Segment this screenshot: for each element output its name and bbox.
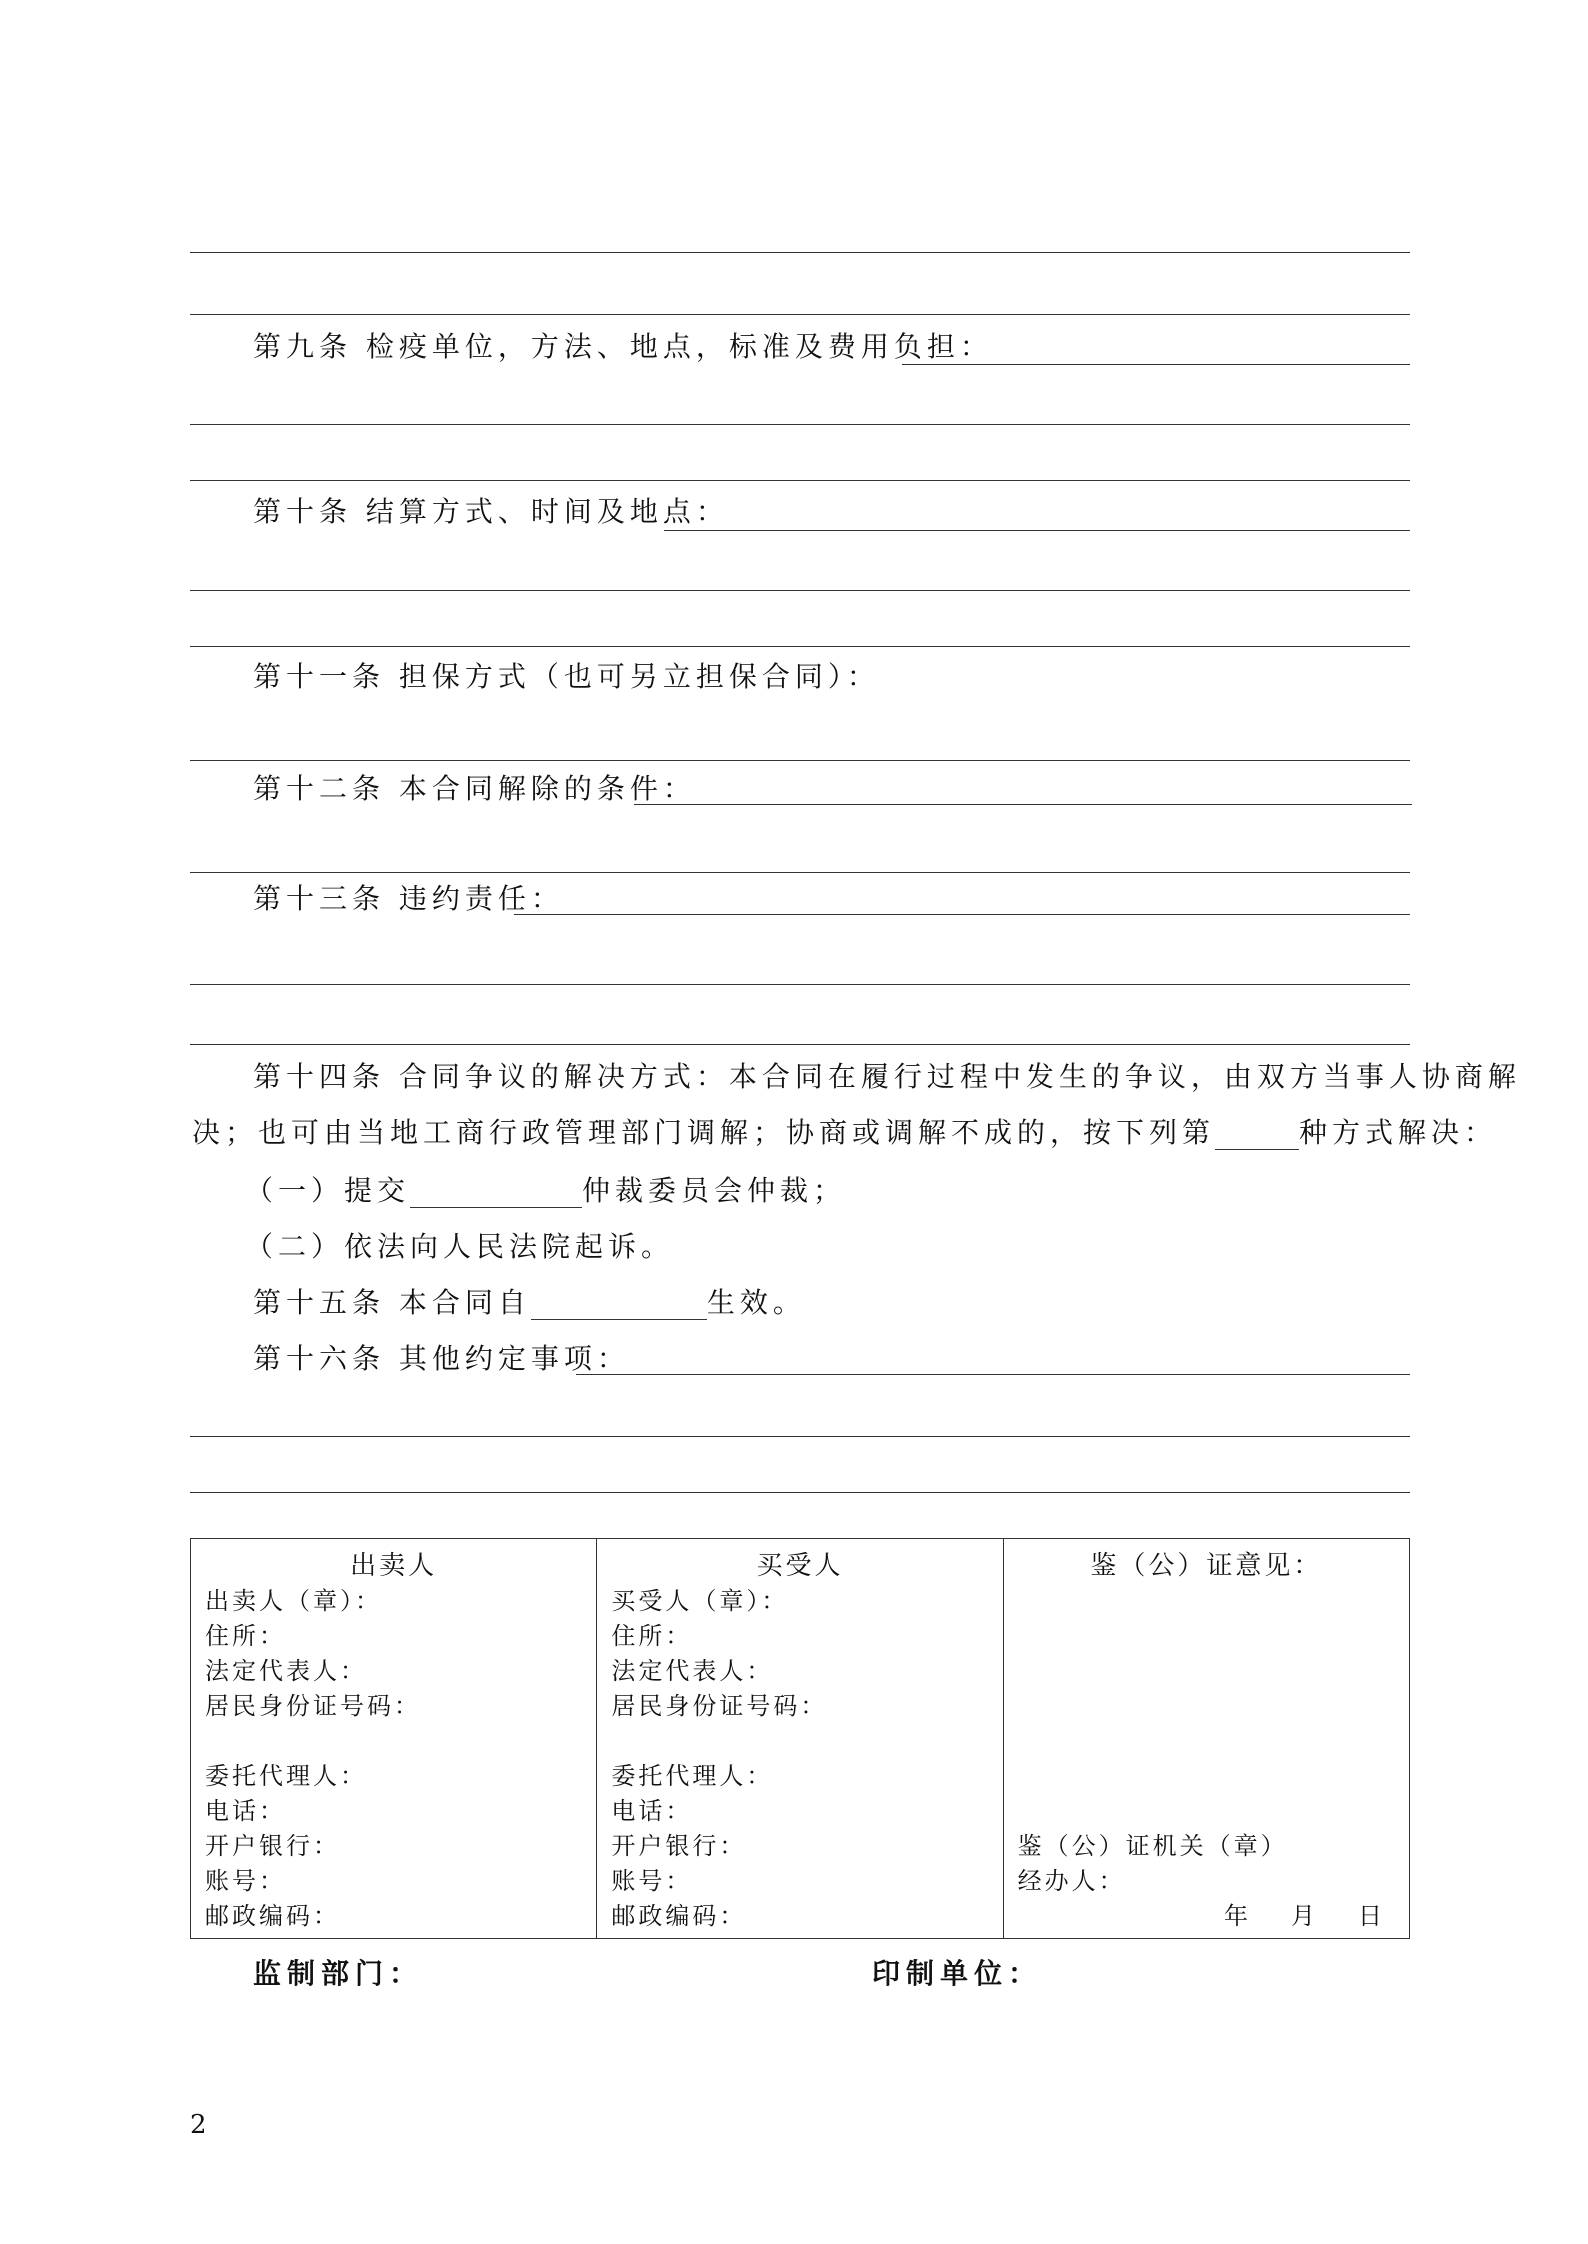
- date-year: 年: [1224, 1902, 1251, 1930]
- notary-handler[interactable]: 经办人：: [1017, 1867, 1126, 1895]
- seller-postcode[interactable]: 邮政编码：: [205, 1902, 340, 1930]
- effective-date-blank[interactable]: [531, 1289, 707, 1320]
- article-14-text-2: 决；也可由当地工商行政管理部门调解；协商或调解不成的，按下列第: [192, 1116, 1216, 1149]
- notary-seal[interactable]: 鉴（公）证机关（章）: [1017, 1832, 1288, 1860]
- buyer-id-number[interactable]: 居民身份证号码：: [611, 1692, 828, 1720]
- article-9: [253, 330, 993, 364]
- date-day: 日: [1358, 1902, 1385, 1930]
- buyer-column: [597, 1539, 1003, 1939]
- footer-printer: 印制单位：: [872, 1957, 1043, 1990]
- option2-text: （二）依法向人民法院起诉。: [245, 1230, 675, 1263]
- buyer-bank[interactable]: 开户银行：: [611, 1832, 747, 1860]
- seller-bank[interactable]: 开户银行：: [205, 1832, 340, 1860]
- option1-text-post: 仲裁委员会仲裁；: [582, 1174, 847, 1207]
- article-14-option1: [245, 1174, 846, 1208]
- article-14-choice-blank[interactable]: [1215, 1119, 1299, 1150]
- article-13: [253, 882, 564, 916]
- date-month: 月: [1291, 1902, 1318, 1930]
- seller-column: [191, 1539, 597, 1939]
- seller-legal-rep[interactable]: 法定代表人：: [205, 1657, 367, 1685]
- notary-column: [1003, 1539, 1409, 1939]
- article-11-text: 第十一条 担保方式（也可另立担保合同）：: [253, 660, 880, 693]
- blank-line: [190, 252, 1410, 253]
- blank-line: [190, 1044, 1410, 1045]
- blank-line: [190, 984, 1410, 985]
- signature-table: [190, 1538, 1410, 1939]
- buyer-legal-rep[interactable]: 法定代表人：: [611, 1657, 774, 1685]
- blank-line: [190, 760, 1410, 761]
- article-16-text: 第十六条 其他约定事项：: [253, 1342, 630, 1375]
- article-14-text-1: 第十四条 合同争议的解决方式：本合同在履行过程中发生的争议，由双方当事人协商解: [253, 1060, 1521, 1093]
- buyer-agent[interactable]: 委托代理人：: [611, 1762, 774, 1790]
- buyer-header: 买受人: [756, 1551, 844, 1581]
- notary-header: 鉴（公）证意见：: [1090, 1551, 1323, 1581]
- seller-account[interactable]: 账号：: [205, 1867, 286, 1895]
- option1-text-pre: （一）提交: [245, 1174, 411, 1207]
- article-13-fill-line[interactable]: [514, 914, 1410, 915]
- seller-id-number[interactable]: 居民身份证号码：: [205, 1692, 421, 1720]
- article-16-fill-line[interactable]: [576, 1374, 1410, 1375]
- article-14-option2: [245, 1230, 674, 1264]
- blank-line: [190, 590, 1410, 591]
- article-9-text: 第九条 检疫单位，方法、地点，标准及费用负担：: [253, 330, 993, 363]
- arbitration-commission-blank[interactable]: [410, 1177, 582, 1208]
- buyer-postcode[interactable]: 邮政编码：: [611, 1902, 747, 1930]
- article-15-text-post: 生效。: [706, 1286, 806, 1319]
- buyer-account[interactable]: 账号：: [611, 1867, 693, 1895]
- buyer-phone[interactable]: 电话：: [611, 1797, 693, 1825]
- article-14-line2: [192, 1116, 1497, 1150]
- article-10-fill-line[interactable]: [664, 530, 1410, 531]
- seller-stamp[interactable]: 出卖人（章）：: [205, 1587, 382, 1615]
- article-10: [253, 495, 729, 529]
- article-14-line1: [253, 1060, 1521, 1094]
- article-15: [253, 1286, 806, 1320]
- buyer-stamp[interactable]: 买受人（章）：: [611, 1587, 789, 1615]
- article-9-fill-line[interactable]: [902, 364, 1410, 365]
- article-12-text: 第十二条 本合同解除的条件：: [253, 772, 696, 805]
- blank-line: [190, 1436, 1410, 1437]
- seller-agent[interactable]: 委托代理人：: [205, 1762, 367, 1790]
- article-14-text-3: 种方式解决：: [1299, 1116, 1498, 1149]
- article-15-text-pre: 第十五条 本合同自: [253, 1286, 531, 1319]
- seller-address[interactable]: 住所：: [205, 1622, 286, 1650]
- footer-supervisor: 监制部门：: [253, 1957, 424, 1990]
- article-11: [253, 660, 880, 694]
- blank-line: [190, 872, 1410, 873]
- page-number: 2: [190, 2110, 207, 2140]
- article-13-text: 第十三条 违约责任：: [253, 882, 564, 915]
- blank-line: [190, 480, 1410, 481]
- article-16: [253, 1342, 630, 1376]
- article-12: [253, 772, 696, 806]
- article-10-text: 第十条 结算方式、时间及地点：: [253, 495, 729, 528]
- seller-phone[interactable]: 电话：: [205, 1797, 286, 1825]
- blank-line: [190, 314, 1410, 315]
- blank-line: [190, 646, 1410, 647]
- article-12-fill-line[interactable]: [634, 804, 1412, 805]
- seller-header: 出卖人: [350, 1551, 438, 1581]
- blank-line: [190, 1492, 1410, 1493]
- blank-line: [190, 424, 1410, 425]
- buyer-address[interactable]: 住所：: [611, 1622, 693, 1650]
- notary-date[interactable]: [1018, 1899, 1395, 1934]
